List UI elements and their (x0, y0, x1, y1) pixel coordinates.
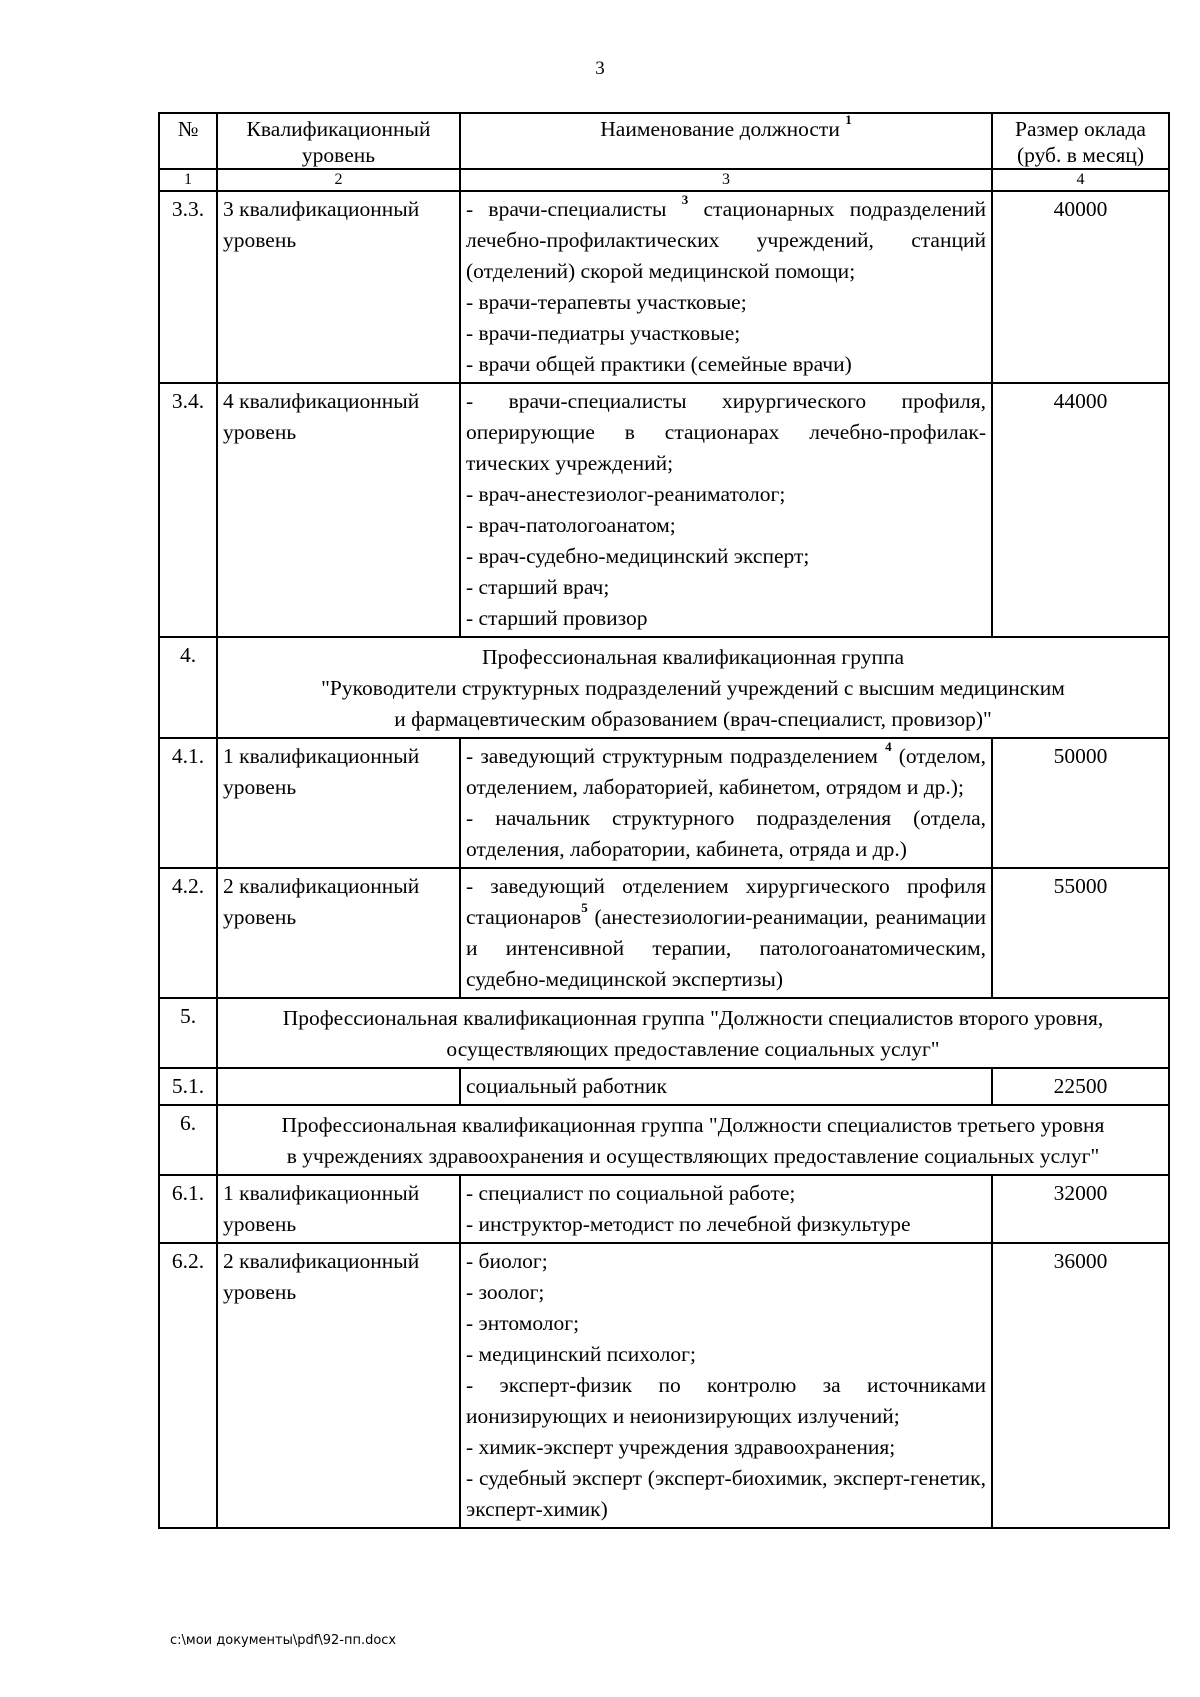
salary-amount: 44000 (992, 383, 1169, 637)
qualification-level: 4 квалификационный уровень (217, 383, 460, 637)
header-position-text: Наименование должности (600, 117, 840, 141)
position-text: - судебный эксперт (эксперт-биохимик, эксперт-генетик, эксперт-химик) (466, 1466, 986, 1521)
group-title (217, 998, 1169, 1068)
table-header (159, 113, 1169, 191)
position-list (460, 738, 992, 868)
position-text: - старший провизор (466, 606, 648, 630)
group-title-line: Профессиональная квалификационная группа (481, 645, 904, 669)
salary-amount: 55000 (992, 868, 1169, 998)
position-text: - врачи-педиатры участковые; (466, 321, 741, 345)
position-item (466, 1308, 986, 1339)
salary-amount: 36000 (992, 1243, 1169, 1528)
position-item (466, 572, 986, 603)
position-item (466, 191, 986, 287)
header-position (460, 113, 992, 169)
header-row (159, 113, 1169, 169)
position-text: - врачи-специалисты хирургического профиля, оперирующие в стационарах лечебно-профилак-тических учреждений; (466, 389, 986, 475)
row-number: 3.4. (159, 383, 217, 637)
position-list (460, 1243, 992, 1528)
position-text: - врачи-специалисты (466, 197, 682, 221)
position-text: - энтомолог; (466, 1311, 580, 1335)
row-number: 4.1. (159, 738, 217, 868)
position-item (466, 803, 986, 865)
group-title (217, 1105, 1169, 1175)
table-body (159, 191, 1169, 1528)
column-index: 4 (992, 169, 1169, 191)
position-list (460, 191, 992, 383)
position-text: - зоолог; (466, 1280, 545, 1304)
row-number: 4. (159, 637, 217, 738)
row-number: 3.3. (159, 191, 217, 383)
position-item (466, 479, 986, 510)
position-text: - старший врач; (466, 575, 610, 599)
qualification-level (217, 1068, 460, 1105)
group-title (217, 637, 1169, 738)
page-number: 3 (595, 58, 605, 79)
table-row (159, 1068, 1169, 1105)
row-number: 5.1. (159, 1068, 217, 1105)
position-text: (анестезиологии-реанимации, реанимации и интенсивной терапии, патологоанатомическим, судебно-медицинской экспертизы) (466, 905, 986, 991)
position-item (466, 1209, 986, 1240)
position-item (466, 1277, 986, 1308)
qualification-level: 3 квалификационный уровень (217, 191, 460, 383)
row-number: 6.1. (159, 1175, 217, 1243)
position-text: - инструктор-методист по лечебной физкультуре (466, 1212, 911, 1236)
position-text: - эксперт-физик по контролю за источниками ионизирующих и неионизирующих излучений; (466, 1373, 986, 1428)
position-text: - биолог; (466, 1249, 548, 1273)
group-row (159, 1105, 1169, 1175)
salary-amount: 32000 (992, 1175, 1169, 1243)
group-title-line: осуществляющих предоставление социальных услуг" (446, 1037, 940, 1061)
header-salary: Размер оклада (руб. в месяц) (992, 113, 1169, 169)
salary-amount: 22500 (992, 1068, 1169, 1105)
qualification-level: 2 квалификационный уровень (217, 1243, 460, 1528)
footnote-marker: 4 (885, 738, 892, 754)
position-item (466, 349, 986, 380)
column-index: 1 (159, 169, 217, 191)
position-text: - заведующий структурным подразделением (466, 744, 886, 768)
salary-amount: 40000 (992, 191, 1169, 383)
position-text: (отделом, отделением, лабораторией, кабинетом, отрядом и др.); (466, 744, 986, 799)
group-title-line: Профессиональная квалификационная группа "Должности специалистов третьего уровня (281, 1113, 1105, 1137)
group-row (159, 637, 1169, 738)
column-index: 3 (460, 169, 992, 191)
position-list (460, 1175, 992, 1243)
position-item (466, 603, 986, 634)
position-item (466, 1178, 986, 1209)
row-number: 6. (159, 1105, 217, 1175)
position-item (466, 1339, 986, 1370)
salary-table (158, 112, 1170, 1529)
salary-amount: 50000 (992, 738, 1169, 868)
table-row (159, 868, 1169, 998)
group-title-line: в учреждениях здравоохранения и осуществляющих предоставление социальных услуг" (286, 1144, 1100, 1168)
position-text: - заведующий отделением хирургического профиля стационаров (466, 874, 986, 929)
qualification-level: 1 квалификационный уровень (217, 1175, 460, 1243)
table-row (159, 383, 1169, 637)
position-item (466, 1432, 986, 1463)
column-index: 2 (217, 169, 460, 191)
position-list (460, 1068, 992, 1105)
position-list (460, 868, 992, 998)
footnote-marker: 3 (681, 191, 689, 207)
group-title-line: и фармацевтическим образованием (врач-специалист, провизор)" (394, 707, 992, 731)
position-item (466, 738, 986, 803)
position-text: - врач-патологоанатом; (466, 513, 676, 537)
header-number: № (159, 113, 217, 169)
table-row (159, 1243, 1169, 1528)
position-item (466, 871, 986, 995)
qualification-level: 2 квалификационный уровень (217, 868, 460, 998)
footer-file-path: c:\мои документы\pdf\92-пп.docx (170, 1633, 397, 1648)
group-title-line: Профессиональная квалификационная группа "Должности специалистов второго уровня, (282, 1006, 1104, 1030)
position-text: - начальник структурного подразделения (отдела, отделения, лаборатории, кабинета, отряда и др.) (466, 806, 986, 861)
group-title-line: "Руководители структурных подразделений учреждений с высшим медицинским (321, 676, 1065, 700)
position-text: - врачи-терапевты участковые; (466, 290, 747, 314)
table-row (159, 191, 1169, 383)
group-row (159, 998, 1169, 1068)
position-item (466, 386, 986, 479)
position-item (466, 287, 986, 318)
row-number: 4.2. (159, 868, 217, 998)
position-item (466, 318, 986, 349)
position-text: - специалист по социальной работе; (466, 1181, 796, 1205)
position-item (466, 1463, 986, 1525)
position-list (460, 383, 992, 637)
position-item (466, 541, 986, 572)
column-index-row (159, 169, 1169, 191)
position-item (466, 1071, 986, 1102)
header-level: Квалификационный уровень (217, 113, 460, 169)
row-number: 6.2. (159, 1243, 217, 1528)
position-item (466, 1246, 986, 1277)
position-text: - химик-эксперт учреждения здравоохранения; (466, 1435, 896, 1459)
qualification-level: 1 квалификационный уровень (217, 738, 460, 868)
position-text: стационарных подразделений лечебно-профилактических учреждений, станций (отделений) скорой медицинской помощи; (466, 197, 986, 283)
table-row (159, 738, 1169, 868)
position-text: - врач-анестезиолог-реаниматолог; (466, 482, 786, 506)
table-row (159, 1175, 1169, 1243)
position-text: социальный работник (466, 1074, 667, 1098)
position-item (466, 1370, 986, 1432)
footnote-marker: 5 (581, 899, 588, 915)
position-text: - врачи общей практики (семейные врачи) (466, 352, 852, 376)
footnote-marker: 1 (845, 111, 852, 127)
position-item (466, 510, 986, 541)
position-text: - врач-судебно-медицинский эксперт; (466, 544, 810, 568)
row-number: 5. (159, 998, 217, 1068)
position-text: - медицинский психолог; (466, 1342, 696, 1366)
